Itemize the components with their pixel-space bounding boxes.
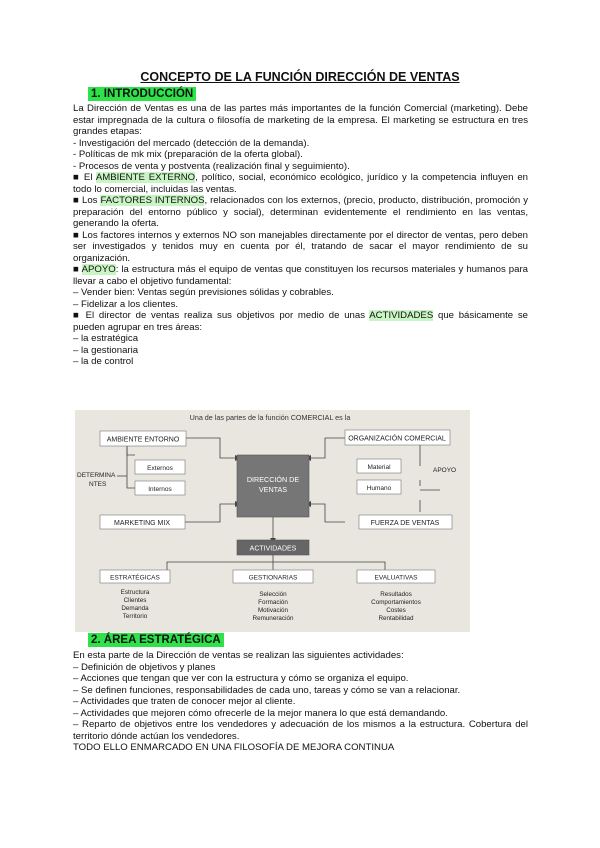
actividad-item: – Definición de objetivos y planes	[73, 661, 216, 673]
bullet-prefix: ■	[73, 264, 82, 275]
etapa-item: - Investigación del mercado (detección de la demanda).	[73, 137, 310, 149]
evaluativas-item: Resultados	[380, 591, 412, 598]
section-heading-area-estrategica: 2. ÁREA ESTRATÉGICA	[88, 633, 224, 647]
box-externos-label: Externos	[147, 465, 173, 472]
direccion-ventas-diagram	[75, 410, 470, 632]
box-material-label: Material	[367, 464, 391, 471]
apoyo-item: – Fidelizar a los clientes.	[73, 298, 179, 310]
evaluativas-item: Comportamientos	[371, 599, 421, 606]
label-determinantes-line2: NTES	[89, 481, 107, 488]
highlight-apoyo: APOYO	[81, 264, 116, 275]
estrategicas-item: Territorio	[122, 613, 148, 620]
estrategicas-item: Clientes	[123, 597, 147, 604]
box-organizacion-comercial-label: ORGANIZACIÓN COMERCIAL	[348, 435, 446, 443]
evaluativas-item: Rentabilidad	[378, 615, 414, 622]
box-gestionarias-label: GESTIONARIAS	[248, 574, 298, 582]
highlight-actividades: ACTIVIDADES	[369, 310, 434, 321]
box-marketing-mix-label: MARKETING MIX	[113, 520, 171, 527]
box-estrategicas-label: ESTRATÉGICAS	[110, 574, 160, 582]
bullet-prefix: ■ El	[73, 172, 96, 183]
bullet-text: : la estructura más el equipo de ventas que constituyen los recursos materiales y humanos para llevar a cabo el objetivo fundamental:	[73, 264, 529, 287]
area-item: – la de control	[73, 356, 134, 367]
actividad-item: – Acciones que tengan que ver con la estructura y cómo se organiza el equipo.	[73, 673, 409, 684]
page-title: CONCEPTO DE LA FUNCIÓN DIRECCIÓN DE VENTAS	[140, 70, 460, 84]
etapa-item: - Políticas de mk mix (preparación de la oferta global).	[73, 149, 303, 160]
box-fuerza-ventas-label: FUERZA DE VENTAS	[370, 520, 440, 527]
bullet-text: que básicamente se pueden agrupar en tres áreas:	[73, 310, 528, 333]
gestionarias-item: Motivación	[257, 607, 289, 614]
bullet-factores-no-manejables: ■ Los factores internos y externos NO son manejables directamente por el director de ventas, pero deben ser investigados y tenidos muy en cuenta por él, tratando de sacar el mayor rendimiento de su organización.	[73, 229, 528, 264]
intro-paragraph: La Dirección de Ventas es una de las partes más importantes de la función Comercial (marketing). Debe estar impregnada de la cultura o filosofía de marketing de la empresa. El marketing se estructura en tres grandes etapas:	[73, 103, 528, 137]
highlight-ambiente-externo: AMBIENTE EXTERNO	[95, 172, 196, 183]
area-item: – la gestionaria	[73, 344, 139, 356]
bullet-ambiente-externo	[73, 172, 528, 195]
label-apoyo: APOYO	[433, 467, 457, 474]
gestionarias-item: Formación	[258, 599, 288, 606]
bullet-text: , político, social, económico ecológico, jurídico y la competencia influyen en todo lo comercial, incluidas las ventas.	[73, 172, 528, 195]
bullet-prefix: ■ Los	[73, 195, 101, 206]
bullet-prefix: ■ El director de ventas realiza sus objetivos por medio de unas	[73, 310, 370, 321]
box-direccion-ventas-line2: VENTAS	[258, 485, 288, 494]
actividad-item-reparto: – Reparto de objetivos entre los vendedores y adecuación de los mismos a la estructura. Cobertura del territorio dónde actúan los vendedores.	[73, 719, 528, 742]
bullet-text: , relacionados con los externos, (precio, producto, distribución, promoción y preparación del entorno público y social), determinan evidentemente el rendimiento en las ventas, generando la oferta.	[73, 195, 528, 229]
introduccion-body	[73, 103, 528, 368]
gestionarias-item: Remuneración	[252, 615, 294, 622]
box-internos-label: Internos	[148, 486, 172, 493]
actividad-item: – Se definen funciones, responsabilidades de cada uno, tareas y cómo se van a relacionar.	[73, 684, 461, 696]
estrategicas-item: Demanda	[121, 605, 149, 612]
area-estrategica-intro: En esta parte de la Dirección de ventas se realizan las siguientes actividades:	[73, 650, 404, 661]
box-direccion-ventas-line1: DIRECCIÓN DE	[246, 475, 300, 484]
label-determinantes-line1: DETERMINA	[77, 472, 116, 479]
bullet-actividades	[73, 310, 528, 333]
box-actividades-label: ACTIVIDADES	[249, 545, 297, 553]
bullet-apoyo	[73, 264, 528, 287]
mejora-continua-statement: TODO ELLO ENMARCADO EN UNA FILOSOFÍA DE MEJORA CONTINUA	[73, 742, 395, 753]
area-item: – la estratégica	[73, 333, 139, 344]
box-humano-label: Humano	[366, 485, 392, 492]
evaluativas-item: Costes	[386, 607, 406, 614]
diagram-caption: Una de las partes de la función COMERCIAL es la	[189, 413, 351, 422]
box-ambiente-entorno-label: AMBIENTE ENTORNO	[106, 436, 180, 444]
area-estrategica-body	[73, 650, 528, 754]
gestionarias-item: Selección	[259, 591, 287, 598]
actividad-item: – Actividades que traten de conocer mejor al cliente.	[73, 696, 296, 707]
box-evaluativas-label: EVALUATIVAS	[374, 574, 418, 582]
section-heading-introduccion: 1. INTRODUCCIÓN	[88, 87, 196, 101]
apoyo-item: – Vender bien: Ventas según previsiones sólidas y cobrables.	[73, 287, 334, 298]
estrategicas-item: Estructura	[120, 589, 150, 596]
highlight-factores-internos: FACTORES INTERNOS	[100, 195, 205, 206]
actividad-item: – Actividades que mejoren cómo ofrecerle de la mejor manera lo que está demandando.	[73, 707, 448, 719]
bullet-factores-internos	[73, 195, 528, 230]
etapa-item: - Procesos de venta y postventa (realización final y seguimiento).	[73, 160, 350, 172]
